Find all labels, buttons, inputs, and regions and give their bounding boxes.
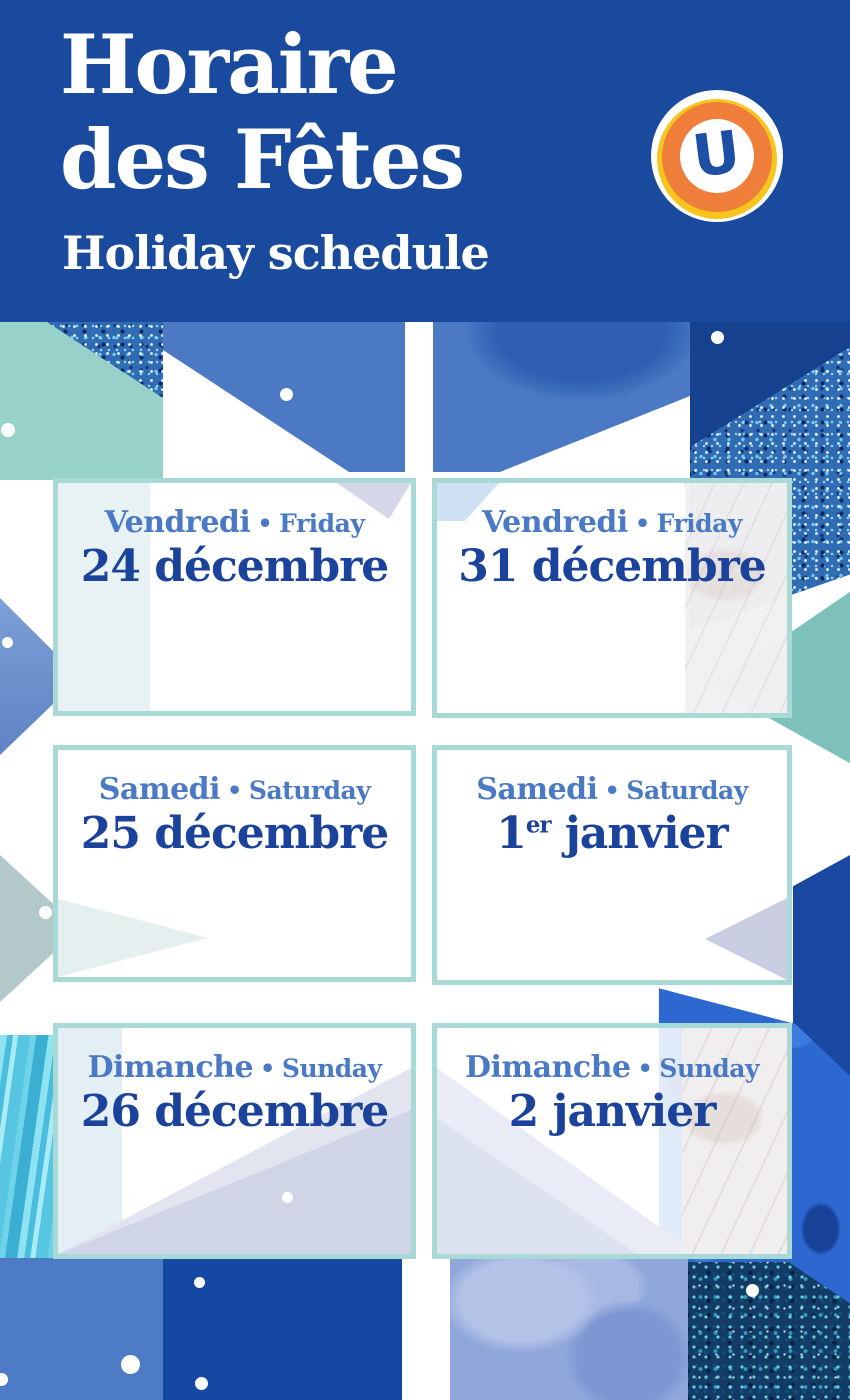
date-sup: er bbox=[525, 812, 551, 839]
date-main: 24 décembre bbox=[80, 541, 389, 592]
day-en: Sunday bbox=[659, 1054, 760, 1083]
date-line bbox=[437, 808, 787, 859]
white-row-divider-1 bbox=[0, 714, 850, 748]
day-en: Friday bbox=[656, 509, 742, 538]
snow-dot bbox=[282, 1192, 293, 1203]
medium-blue-bottom-tile bbox=[0, 1258, 163, 1400]
day-fr: Dimanche bbox=[464, 1050, 631, 1085]
schedule-card-saturday-jan-1 bbox=[432, 745, 792, 985]
snow-dot bbox=[711, 331, 724, 344]
day-line bbox=[58, 772, 411, 807]
card-text bbox=[58, 483, 411, 592]
day-fr: Dimanche bbox=[87, 1050, 254, 1085]
date-main: 2 janvier bbox=[508, 1086, 716, 1137]
day-line bbox=[437, 505, 787, 540]
day-en: Friday bbox=[279, 509, 365, 538]
date-tail: janvier bbox=[550, 808, 728, 859]
schedule-card-friday-dec-31 bbox=[432, 478, 792, 718]
day-line bbox=[58, 505, 411, 540]
date-main: 25 décembre bbox=[80, 808, 389, 859]
date-main: 1 bbox=[496, 808, 526, 859]
card-decor bbox=[58, 890, 208, 977]
snow-dot bbox=[39, 906, 52, 919]
snow-dot bbox=[1, 423, 15, 437]
card-text bbox=[437, 750, 787, 859]
schedule-card-friday-dec-24 bbox=[53, 478, 416, 716]
date-line bbox=[58, 1086, 411, 1137]
snow-dot bbox=[746, 1284, 759, 1297]
watercolor-bottom-tile bbox=[450, 1258, 688, 1400]
brand-logo bbox=[651, 90, 783, 222]
logo-letter: U bbox=[689, 117, 745, 191]
day-line bbox=[437, 772, 787, 807]
date-main: 26 décembre bbox=[80, 1086, 389, 1137]
card-decor bbox=[705, 898, 787, 980]
day-en: Sunday bbox=[281, 1054, 382, 1083]
date-line bbox=[58, 541, 411, 592]
bullet-separator: • bbox=[634, 509, 650, 538]
page-title bbox=[60, 18, 463, 208]
bullet-separator: • bbox=[604, 776, 620, 805]
snow-dot bbox=[194, 1277, 205, 1288]
day-en: Saturday bbox=[248, 776, 371, 805]
snow-dot bbox=[195, 1377, 208, 1390]
day-fr: Samedi bbox=[476, 772, 598, 807]
card-text bbox=[437, 1028, 787, 1137]
day-line bbox=[58, 1050, 411, 1085]
bullet-separator: • bbox=[257, 509, 273, 538]
date-line bbox=[437, 1086, 787, 1137]
header-banner bbox=[0, 0, 850, 322]
bullet-separator: • bbox=[637, 1054, 653, 1083]
logo-center bbox=[680, 119, 754, 193]
title-line-2: des Fêtes bbox=[60, 113, 464, 208]
bullet-separator: • bbox=[227, 776, 242, 805]
day-fr: Vendredi bbox=[482, 505, 628, 540]
schedule-card-sunday-jan-2 bbox=[432, 1023, 792, 1259]
date-line bbox=[58, 808, 411, 859]
schedule-card-saturday-dec-25 bbox=[53, 745, 416, 982]
bullet-separator: • bbox=[260, 1054, 275, 1083]
day-fr: Samedi bbox=[98, 772, 221, 807]
schedule-card-sunday-dec-26 bbox=[53, 1023, 416, 1259]
card-text bbox=[437, 483, 787, 592]
snow-dot bbox=[2, 637, 13, 648]
snow-dot bbox=[121, 1355, 140, 1374]
card-text bbox=[58, 750, 411, 859]
card-text bbox=[58, 1028, 411, 1137]
snow-dot bbox=[280, 388, 293, 401]
date-main: 31 décembre bbox=[458, 541, 766, 592]
page-subtitle: Holiday schedule bbox=[62, 226, 489, 280]
title-line-1: Horaire bbox=[60, 18, 397, 113]
day-fr: Vendredi bbox=[104, 505, 251, 540]
day-en: Saturday bbox=[626, 776, 748, 805]
date-line bbox=[437, 541, 787, 592]
day-line bbox=[437, 1050, 787, 1085]
